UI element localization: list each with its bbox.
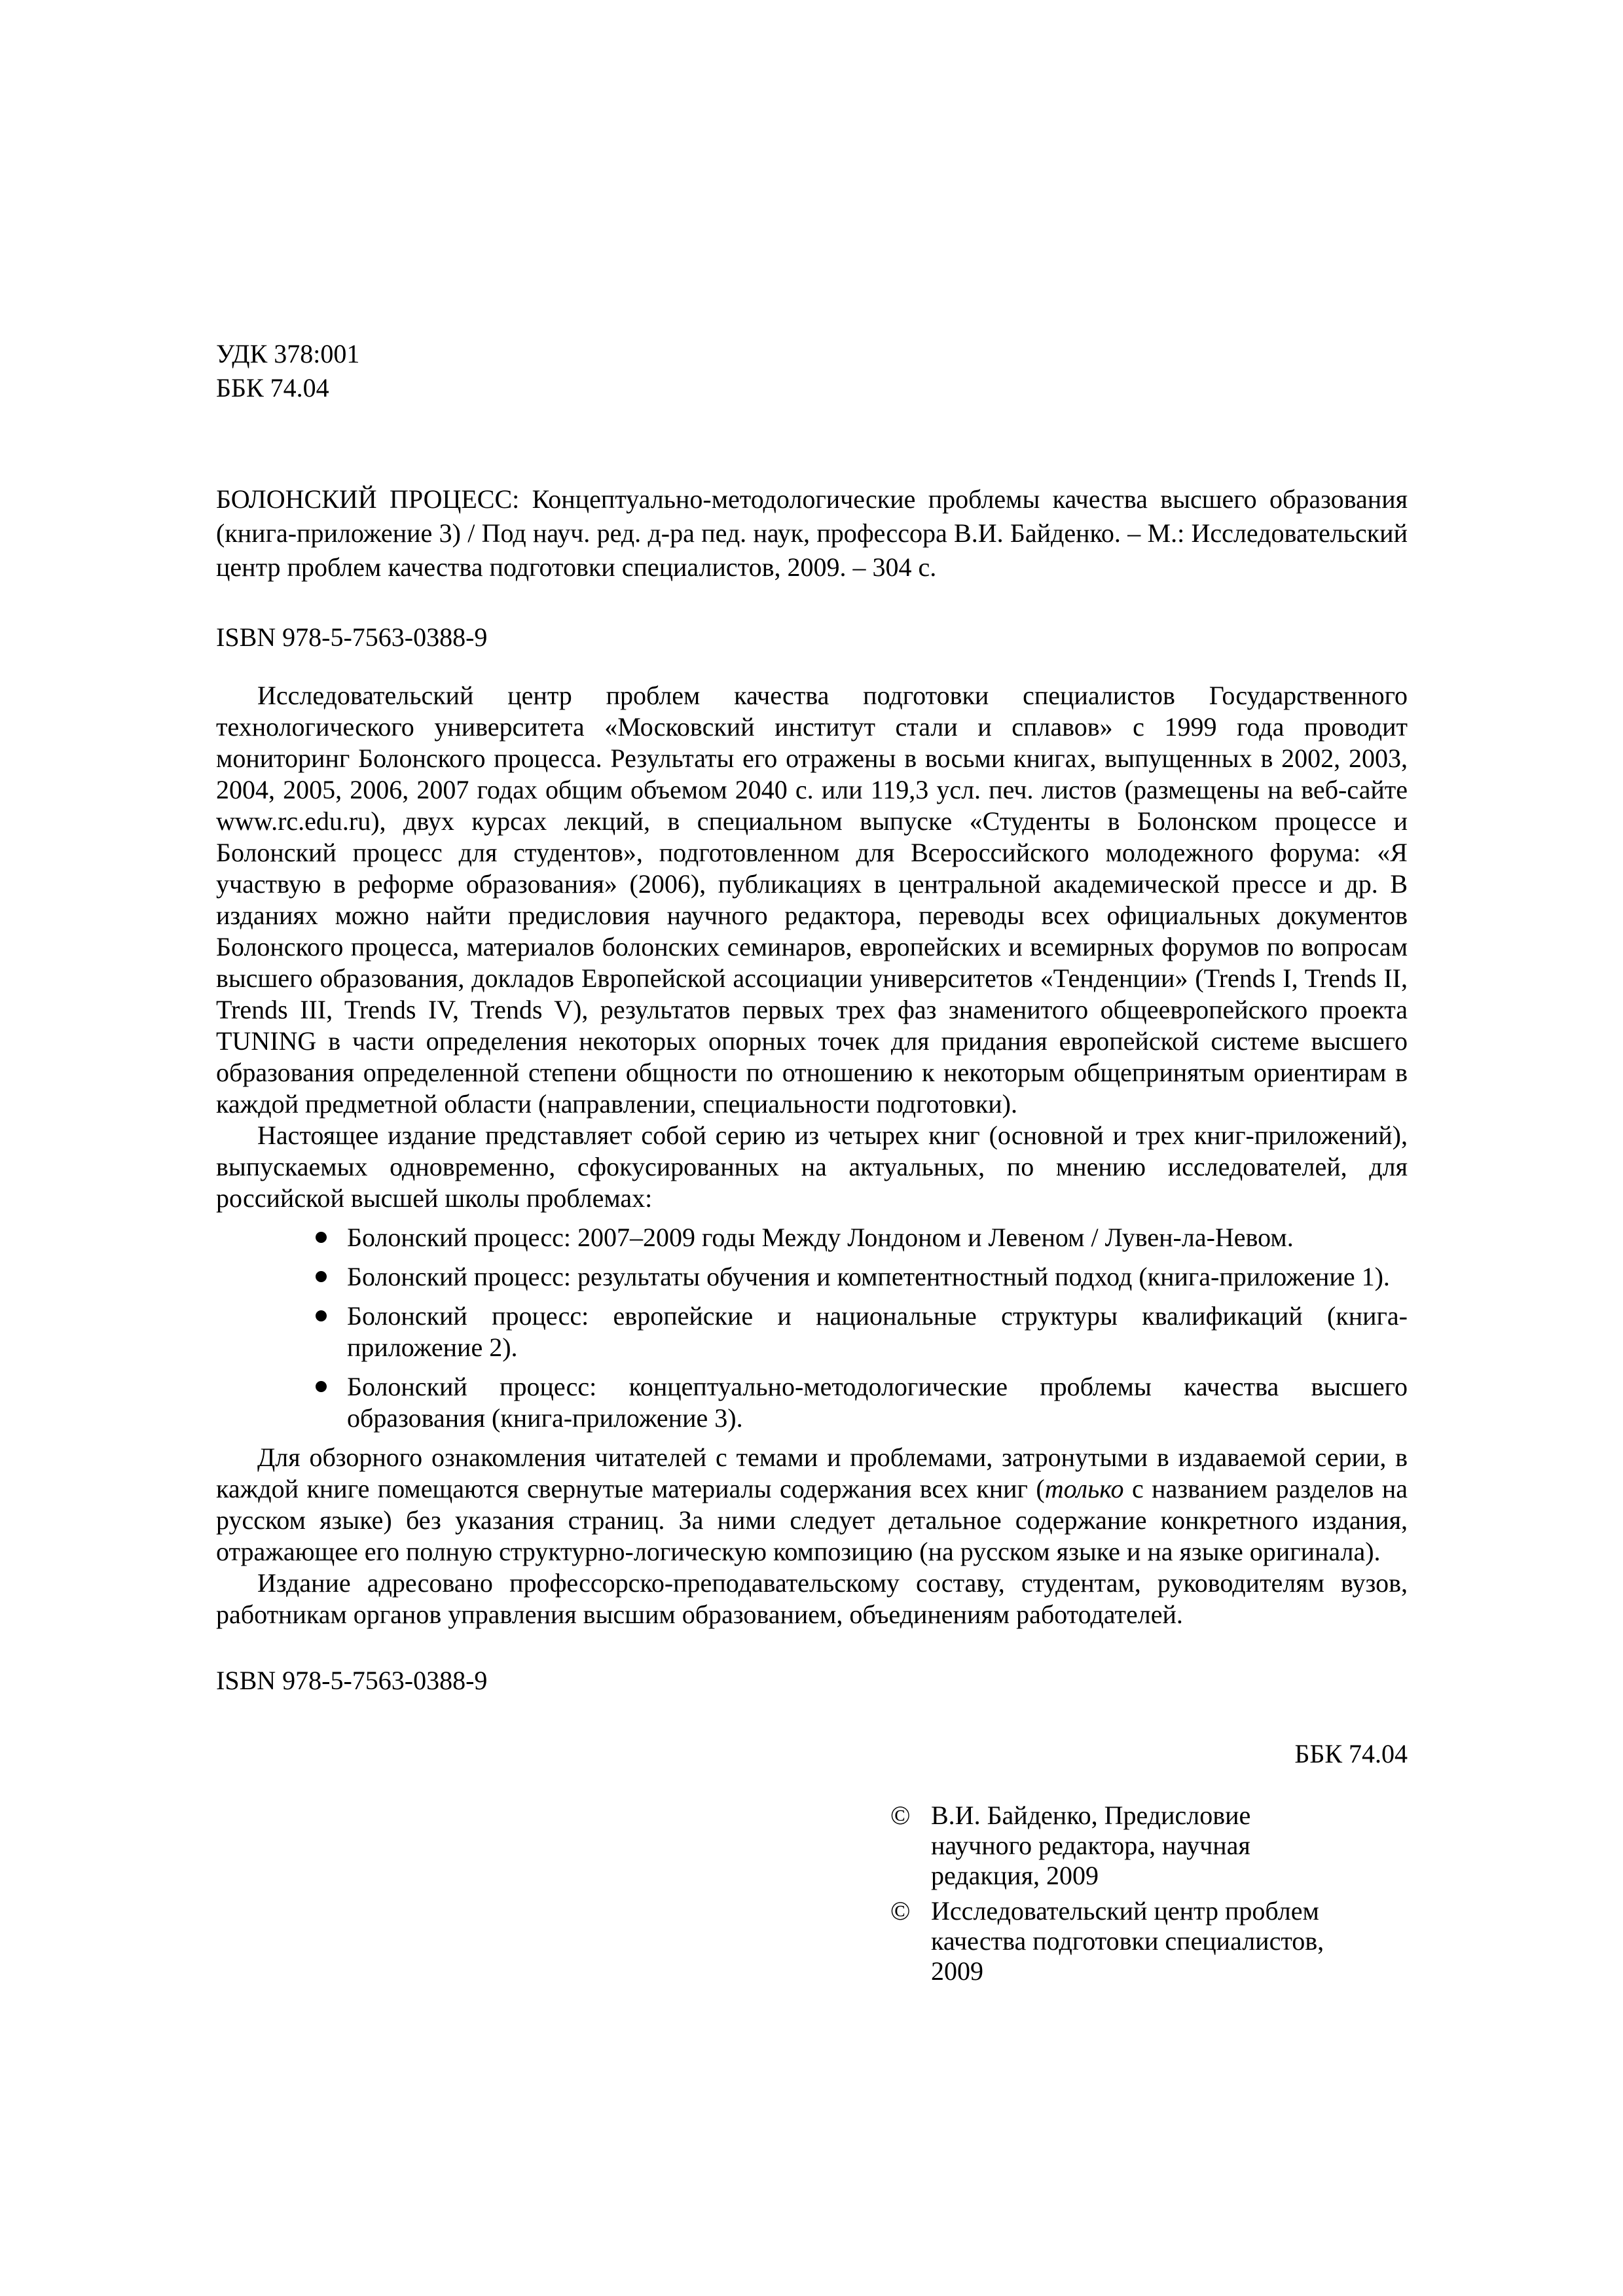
udk-code: УДК 378:001 xyxy=(216,339,360,368)
copyright-block xyxy=(890,1801,1408,1986)
paragraph-audience: Издание адресовано профессорско-преподавательскому составу, студентам, руководителям вузов, работникам органов управления высшим образованием, объединениям работодателей. xyxy=(216,1568,1408,1629)
bullet-icon xyxy=(316,1232,327,1243)
classification-codes xyxy=(216,337,1408,405)
paragraph-overview xyxy=(216,1442,1408,1568)
paragraph-overview-start: Для обзорного ознакомления читателей с темами и проблемами, затронутыми в издаваемой серии, в каждой книге помещаются свернутые материалы содержания всех книг ( xyxy=(216,1443,1408,1503)
copyright-entry xyxy=(890,1801,1408,1891)
list-item xyxy=(347,1300,1408,1363)
bullet-icon xyxy=(316,1381,327,1392)
bbk-bottom: ББК 74.04 xyxy=(1294,1739,1408,1768)
paragraph-series-intro: Настоящее издание представляет собой серию из четырех книг (основной и трех книг-приложений), выпускаемых одновременно, сфокусированных на актуальных, по мнению исследователей, для российской высшей школы проблемах: xyxy=(216,1121,1408,1213)
paragraph-overview-emphasis: только xyxy=(1044,1474,1124,1503)
list-item xyxy=(347,1222,1408,1253)
list-item xyxy=(347,1261,1408,1293)
list-item-text: Болонский процесс: результаты обучения и компетентностный подход (книга-приложение 1). xyxy=(347,1262,1390,1291)
copyright-text: Исследовательский центр проблем качества подготовки специалистов, 2009 xyxy=(931,1896,1324,1986)
bullet-icon xyxy=(316,1271,327,1282)
copyright-symbol: © xyxy=(890,1801,911,1830)
bibliographic-record: БОЛОНСКИЙ ПРОЦЕСС: Концептуально-методологические проблемы качества высшего образования (книга-приложение 3) / Под науч. ред. д-ра пед. наук, профессора В.И. Байденко. – М.: Исследовательский центр проблем качества подготовки специалистов, 2009. – 304 с. xyxy=(216,484,1408,582)
bullet-icon xyxy=(316,1310,327,1321)
copyright-entry xyxy=(890,1896,1408,1986)
isbn-bottom: ISBN 978-5-7563-0388-9 xyxy=(216,1666,488,1695)
list-item-text: Болонский процесс: 2007–2009 годы Между Лондоном и Левеном / Лувен-ла-Невом. xyxy=(347,1223,1294,1252)
bbk-code: ББК 74.04 xyxy=(216,373,329,403)
paragraph-overview-end: с названием разделов на русском языке) без указания страниц. За ними следует детальное содержание конкретного издания, отражающее его полную структурно-логическую композицию (на русском языке и на языке оригинала). xyxy=(216,1474,1408,1566)
list-item-text: Болонский процесс: европейские и национальные структуры квалификаций (книга-приложение 2). xyxy=(347,1301,1408,1362)
copyright-symbol: © xyxy=(890,1896,911,1926)
list-item xyxy=(347,1371,1408,1434)
copyright-text: В.И. Байденко, Предисловие научного редактора, научная редакция, 2009 xyxy=(931,1801,1251,1890)
isbn-top: ISBN 978-5-7563-0388-9 xyxy=(216,622,488,652)
list-item-text: Болонский процесс: концептуально-методологические проблемы качества высшего образования (книга-приложение 3). xyxy=(347,1372,1408,1433)
book-series-list xyxy=(347,1222,1408,1434)
paragraph-monitoring: Исследовательский центр проблем качества подготовки специалистов Государственного технологического университета «Московский институт стали и сплавов» с 1999 года проводит мониторинг Болонского процесса. Результаты его отражены в восьми книгах, выпущенных в 2002, 2003, 2004, 2005, 2006, 2007 годах общим объемом 2040 с. или 119,3 усл. печ. листов (размещены на веб-сайте www.rc.edu.ru), двух курсах лекций, в специальном выпуске «Студенты в Болонском процессе и Болонский процесс для студентов», подготовленном для Всероссийского молодежного форума: «Я участвую в реформе образования» (2006), публикациях в центральной академической прессе и др. В изданиях можно найти предисловия научного редактора, переводы всех официальных документов Болонского процесса, материалов болонских семинаров, европейских и всемирных форумов по вопросам высшего образования, докладов Европейской ассоциации университетов «Тенденции» (Trends I, Trends II, Trends III, Trends IV, Trends V), результатов первых трех фаз знаменитого общеевропейского проекта TUNING в части определения некоторых опорных точек для придания европейской системе высшего образования определенной степени общности по отношению к некоторым общепринятым ориентирам в каждой предметной области (направлении, специальности подготовки). xyxy=(216,681,1408,1119)
